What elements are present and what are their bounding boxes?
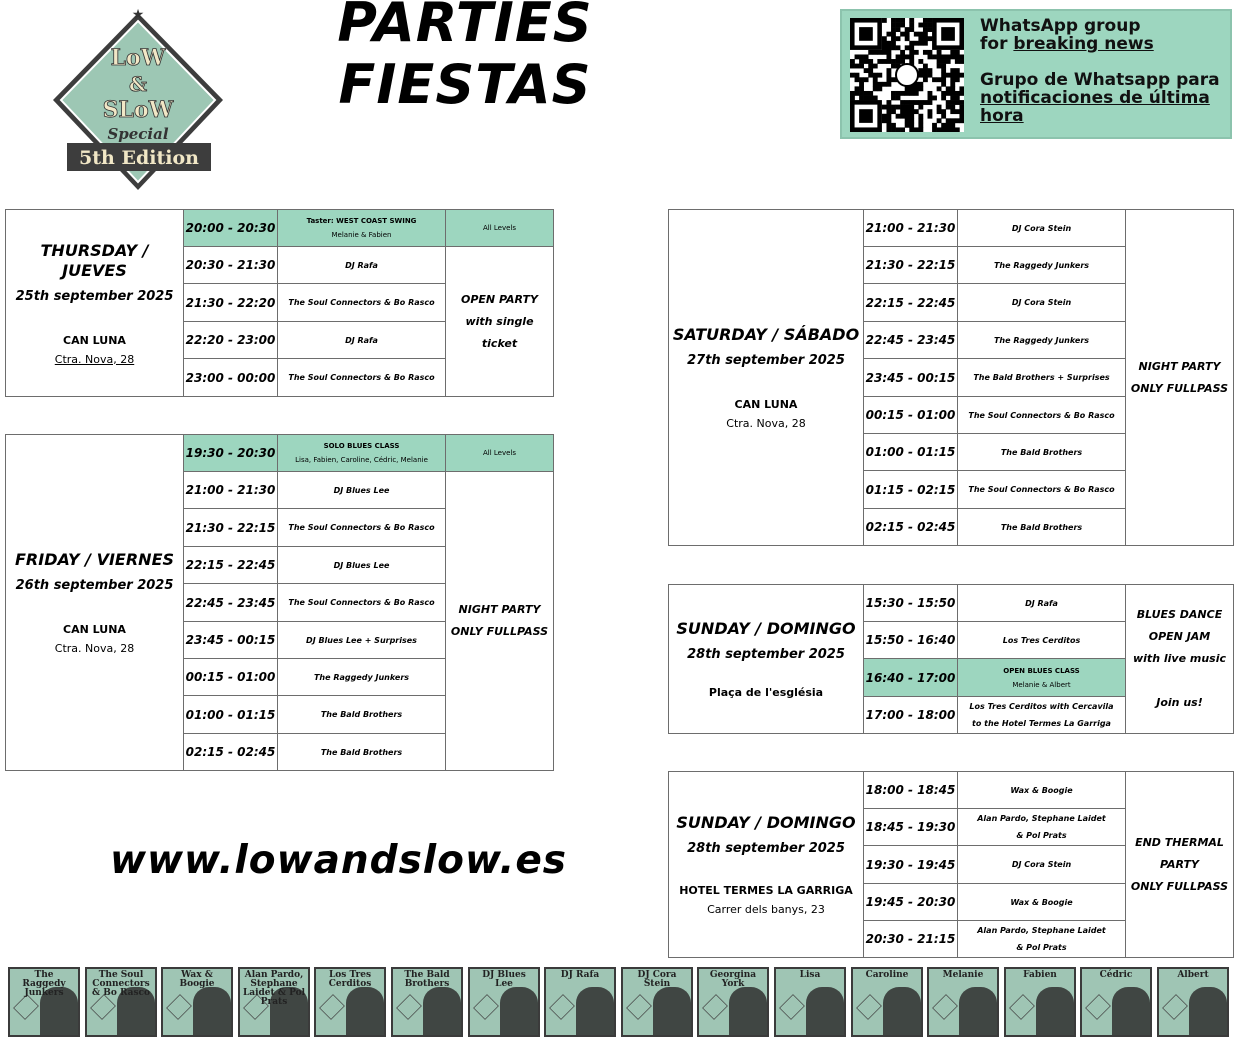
activity: The Soul Connectors & Bo Rasco xyxy=(958,471,1126,509)
artist-photo-icon xyxy=(193,987,231,1035)
time-slot: 19:30 - 19:45 xyxy=(864,846,958,884)
sunday-evening-day: SUNDAY / DOMINGO xyxy=(676,813,856,832)
logo-special: Special xyxy=(107,125,169,143)
saturday-address: Ctra. Nova, 28 xyxy=(726,417,806,430)
activity-line: Los Tres Cerditos with Cercavila xyxy=(969,702,1114,711)
artist-thumbnail[interactable] xyxy=(468,967,540,1037)
activity: The Raggedy Junkers xyxy=(278,659,446,696)
time-slot: 23:45 - 00:15 xyxy=(184,622,278,659)
note-line: BLUES DANCE xyxy=(1136,608,1223,621)
artist-thumbnail-name: The Bald Brothers xyxy=(404,970,450,989)
festival-logo xyxy=(45,5,231,195)
whatsapp-line1: WhatsApp group xyxy=(980,16,1141,36)
activity-line: to the Hotel Termes La Garriga xyxy=(972,719,1111,728)
friday-day-cell xyxy=(6,435,184,771)
artist-thumbnail-name: Albert xyxy=(1177,970,1209,980)
artist-photo-icon xyxy=(959,987,997,1035)
activity: The Bald Brothers xyxy=(278,696,446,734)
time-slot: 19:45 - 20:30 xyxy=(864,884,958,921)
activity-title: Taster: WEST COAST SWING xyxy=(306,217,417,225)
mini-logo-icon xyxy=(396,994,422,1020)
note-line: ONLY FULLPASS xyxy=(450,625,549,638)
page-title xyxy=(300,0,630,116)
time-slot: 20:00 - 20:30 xyxy=(184,210,278,247)
activity: The Soul Connectors & Bo Rasco xyxy=(278,359,446,397)
activity-teachers: Lisa, Fabien, Caroline, Cédric, Melanie xyxy=(295,456,428,464)
artist-thumbnail-name: The Raggedy Junkers xyxy=(22,970,66,998)
artist-thumbnail-name: DJ Cora Stein xyxy=(637,970,677,989)
activity xyxy=(278,210,446,247)
activity: The Bald Brothers + Surprises xyxy=(958,359,1126,397)
mini-logo-icon xyxy=(549,994,575,1020)
sunday-evening-venue: HOTEL TERMES LA GARRIGA xyxy=(679,884,853,897)
artist-thumbnail-name: Cédric xyxy=(1099,970,1133,980)
time-slot: 15:50 - 16:40 xyxy=(864,622,958,659)
time-slot: 00:15 - 01:00 xyxy=(864,397,958,434)
saturday-note xyxy=(1126,210,1234,546)
mini-logo-icon xyxy=(1009,994,1035,1020)
artist-photo-icon xyxy=(1189,987,1227,1035)
logo-edition: 5th Edition xyxy=(79,147,199,169)
artist-thumbnail-name: Fabien xyxy=(1023,970,1057,980)
activity-title: SOLO BLUES CLASS xyxy=(323,442,400,450)
sunday-afternoon-schedule xyxy=(668,584,1234,734)
activity xyxy=(958,809,1126,846)
time-slot: 22:45 - 23:45 xyxy=(864,322,958,359)
note-line: OPEN JAM xyxy=(1148,630,1211,643)
activity: The Bald Brothers xyxy=(278,734,446,771)
activity: Wax & Boogie xyxy=(958,772,1126,809)
artist-thumbnail[interactable] xyxy=(544,967,616,1037)
friday-schedule xyxy=(5,434,554,771)
activity: DJ Blues Lee xyxy=(278,547,446,584)
artist-thumbnail[interactable] xyxy=(391,967,463,1037)
artist-photo-icon xyxy=(500,987,538,1035)
saturday-day: SATURDAY / SÁBADO xyxy=(672,325,860,344)
activity: The Soul Connectors & Bo Rasco xyxy=(278,509,446,547)
artist-thumbnail-name: Georgina York xyxy=(709,970,757,989)
artist-photo-icon xyxy=(1112,987,1150,1035)
activity: The Bald Brothers xyxy=(958,434,1126,471)
note-line: NIGHT PARTY xyxy=(458,603,541,616)
sunday-evening-day-cell xyxy=(669,772,864,958)
artist-thumbnail[interactable] xyxy=(927,967,999,1037)
artist-thumbnail[interactable] xyxy=(1004,967,1076,1037)
activity: The Bald Brothers xyxy=(958,509,1126,546)
time-slot: 21:30 - 22:15 xyxy=(864,247,958,284)
time-slot: 18:45 - 19:30 xyxy=(864,809,958,846)
svg-text:★: ★ xyxy=(131,7,145,23)
sunday-evening-date: 28th september 2025 xyxy=(687,841,845,856)
activity: The Raggedy Junkers xyxy=(958,322,1126,359)
artist-thumbnail[interactable] xyxy=(1157,967,1229,1037)
mini-logo-icon xyxy=(473,994,499,1020)
sunday-afternoon-day-cell xyxy=(669,585,864,734)
time-slot: 16:40 - 17:00 xyxy=(864,659,958,697)
mini-logo-icon xyxy=(1162,994,1188,1020)
thursday-address[interactable]: Ctra. Nova, 28 xyxy=(54,352,135,366)
activity: Wax & Boogie xyxy=(958,884,1126,921)
artist-thumbnail[interactable] xyxy=(314,967,386,1037)
note-line: ONLY FULLPASS xyxy=(1130,879,1229,893)
time-slot: 21:00 - 21:30 xyxy=(864,210,958,247)
mini-logo-icon xyxy=(702,994,728,1020)
sunday-afternoon-venue: Plaça de l'església xyxy=(708,686,824,699)
mini-logo-icon xyxy=(856,994,882,1020)
mini-logo-icon xyxy=(1085,994,1111,1020)
whatsapp-line3: Grupo de Whatsapp para xyxy=(980,70,1220,90)
time-slot: 18:00 - 18:45 xyxy=(864,772,958,809)
activity: The Soul Connectors & Bo Rasco xyxy=(278,584,446,622)
time-slot: 21:00 - 21:30 xyxy=(184,472,278,509)
artist-thumbnail[interactable] xyxy=(774,967,846,1037)
thursday-date: 25th september 2025 xyxy=(15,288,174,304)
activity: DJ Rafa xyxy=(278,247,446,284)
artist-photo-icon xyxy=(806,987,844,1035)
time-slot: 02:15 - 02:45 xyxy=(184,734,278,771)
time-slot: 22:20 - 23:00 xyxy=(184,322,278,359)
activity: The Raggedy Junkers xyxy=(958,247,1126,284)
artist-thumbnail[interactable] xyxy=(697,967,769,1037)
whatsapp-link-hora[interactable]: hora xyxy=(980,106,1024,126)
activity xyxy=(958,697,1126,734)
title-line-1: PARTIES xyxy=(337,0,593,54)
activity-line: & Pol Prats xyxy=(1016,831,1067,840)
time-slot: 17:00 - 18:00 xyxy=(864,697,958,734)
logo-line3: SLoW xyxy=(102,97,174,123)
time-slot: 20:30 - 21:15 xyxy=(864,921,958,958)
artist-thumbnail[interactable] xyxy=(621,967,693,1037)
level-label: All Levels xyxy=(446,435,554,472)
artist-thumbnail[interactable] xyxy=(161,967,233,1037)
website-link[interactable]: www.lowandslow.es xyxy=(110,838,567,883)
activity: DJ Cora Stein xyxy=(958,210,1126,247)
sunday-afternoon-day: SUNDAY / DOMINGO xyxy=(676,619,856,638)
artist-thumbnail[interactable] xyxy=(238,967,310,1037)
artist-photo-icon xyxy=(346,987,384,1035)
activity-line: & Pol Prats xyxy=(1016,943,1067,952)
time-slot: 23:00 - 00:00 xyxy=(184,359,278,397)
activity xyxy=(958,921,1126,958)
artist-thumbnail-name: The Soul Connectors & Bo Rasco xyxy=(91,970,151,998)
whatsapp-text xyxy=(980,17,1230,143)
time-slot: 21:30 - 22:15 xyxy=(184,509,278,547)
thursday-venue: CAN LUNA xyxy=(63,333,126,347)
activity-teachers: Melanie & Fabien xyxy=(331,231,392,239)
qr-code-icon[interactable] xyxy=(850,18,964,132)
sunday-afternoon-note xyxy=(1126,585,1234,734)
whatsapp-link-breaking-news[interactable]: breaking news xyxy=(1013,34,1154,54)
saturday-schedule xyxy=(668,209,1234,546)
time-slot: 19:30 - 20:30 xyxy=(184,435,278,472)
activity-line: Alan Pardo, Stephane Laidet xyxy=(977,926,1106,935)
artist-thumbnail[interactable] xyxy=(8,967,80,1037)
sunday-afternoon-date: 28th september 2025 xyxy=(687,647,845,662)
friday-day: FRIDAY / VIERNES xyxy=(14,550,175,569)
time-slot: 00:15 - 01:00 xyxy=(184,659,278,696)
sunday-evening-schedule xyxy=(668,771,1234,958)
artist-photo-icon xyxy=(576,987,614,1035)
mini-logo-icon xyxy=(166,994,192,1020)
sunday-evening-note xyxy=(1126,772,1234,958)
activity-line: Alan Pardo, Stephane Laidet xyxy=(977,814,1106,823)
logo-line1: LoW xyxy=(110,45,166,71)
artist-thumbnails xyxy=(8,967,1234,1037)
artist-photo-icon xyxy=(653,987,691,1035)
activity: The Soul Connectors & Bo Rasco xyxy=(958,397,1126,434)
friday-note xyxy=(446,472,554,771)
time-slot: 22:15 - 22:45 xyxy=(184,547,278,584)
mini-logo-icon xyxy=(626,994,652,1020)
artist-thumbnail[interactable] xyxy=(1080,967,1152,1037)
activity: Los Tres Cerditos xyxy=(958,622,1126,659)
artist-thumbnail-name: Lisa xyxy=(799,970,821,980)
friday-address: Ctra. Nova, 28 xyxy=(54,642,135,655)
thursday-day-cell xyxy=(6,210,184,397)
activity: DJ Cora Stein xyxy=(958,284,1126,322)
time-slot: 01:00 - 01:15 xyxy=(864,434,958,471)
note-line: PARTY xyxy=(1159,857,1199,871)
time-slot: 15:30 - 15:50 xyxy=(864,585,958,622)
mini-logo-icon xyxy=(779,994,805,1020)
activity: DJ Rafa xyxy=(958,585,1126,622)
whatsapp-line2-prefix: for xyxy=(980,34,1014,54)
thursday-schedule xyxy=(5,209,554,397)
note-line: END THERMAL xyxy=(1135,835,1224,849)
time-slot: 21:30 - 22:20 xyxy=(184,284,278,322)
time-slot: 22:45 - 23:45 xyxy=(184,584,278,622)
artist-thumbnail-name: Alan Pardo, Stephane Laidet & Pol Prats xyxy=(242,970,306,1007)
artist-thumbnail-name: DJ Rafa xyxy=(560,970,600,980)
note-line: with live music xyxy=(1133,652,1226,665)
note-line: OPEN PARTY xyxy=(461,292,538,306)
artist-thumbnail-name: Wax & Boogie xyxy=(179,970,215,989)
level-label: All Levels xyxy=(446,210,554,247)
whatsapp-box xyxy=(840,9,1232,139)
thursday-day: THURSDAY / JUEVES xyxy=(40,240,149,280)
activity: The Soul Connectors & Bo Rasco xyxy=(278,284,446,322)
activity: DJ Blues Lee + Surprises xyxy=(278,622,446,659)
whatsapp-link-notificaciones[interactable]: notificaciones de última xyxy=(980,88,1210,108)
activity: DJ Blues Lee xyxy=(278,472,446,509)
activity: DJ Cora Stein xyxy=(958,846,1126,884)
time-slot: 23:45 - 00:15 xyxy=(864,359,958,397)
artist-thumbnail-name: Caroline xyxy=(865,970,909,980)
artist-thumbnail-name: Melanie xyxy=(942,970,984,980)
logo-line2: & xyxy=(128,72,148,96)
note-line: NIGHT PARTY xyxy=(1138,359,1221,373)
artist-thumbnail[interactable] xyxy=(851,967,923,1037)
thursday-note xyxy=(446,247,554,397)
saturday-day-cell xyxy=(669,210,864,546)
activity: DJ Rafa xyxy=(278,322,446,359)
mini-logo-icon xyxy=(932,994,958,1020)
time-slot: 22:15 - 22:45 xyxy=(864,284,958,322)
time-slot: 01:00 - 01:15 xyxy=(184,696,278,734)
friday-venue: CAN LUNA xyxy=(63,623,126,636)
artist-photo-icon xyxy=(729,987,767,1035)
time-slot: 01:15 - 02:15 xyxy=(864,471,958,509)
time-slot: 02:15 - 02:45 xyxy=(864,509,958,546)
friday-date: 26th september 2025 xyxy=(15,578,174,593)
note-line: ONLY FULLPASS xyxy=(1130,381,1229,395)
activity xyxy=(958,659,1126,697)
saturday-venue: CAN LUNA xyxy=(734,398,798,411)
note-line: Join us! xyxy=(1156,696,1203,709)
title-line-2: FIESTAS xyxy=(338,53,592,116)
artist-photo-icon xyxy=(1036,987,1074,1035)
note-line: with single ticket xyxy=(465,314,534,350)
artist-photo-icon xyxy=(883,987,921,1035)
sunday-evening-address: Carrer dels banys, 23 xyxy=(707,903,825,916)
activity xyxy=(278,435,446,472)
artist-thumbnail[interactable] xyxy=(85,967,157,1037)
time-slot: 20:30 - 21:30 xyxy=(184,247,278,284)
activity-teachers: Melanie & Albert xyxy=(1012,680,1071,689)
mini-logo-icon xyxy=(319,994,345,1020)
activity-title: OPEN BLUES CLASS xyxy=(1003,666,1080,675)
saturday-date: 27th september 2025 xyxy=(687,353,845,368)
artist-thumbnail-name: DJ Blues Lee xyxy=(482,970,526,989)
artist-photo-icon xyxy=(423,987,461,1035)
artist-thumbnail-name: Los Tres Cerditos xyxy=(328,970,372,989)
